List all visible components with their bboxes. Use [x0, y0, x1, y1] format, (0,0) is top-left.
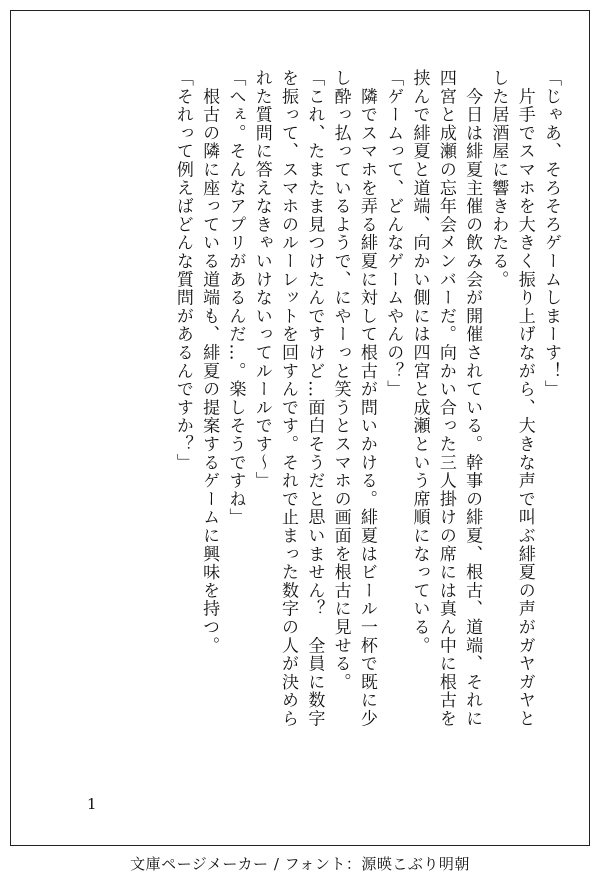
text-line: 根古の隣に座っている道端も、緋夏の提案するゲームに興味を持つ。: [199, 69, 220, 655]
text-line: れた質問に答えなきゃいけないってルールです～」: [251, 69, 272, 490]
text-line: 「ゲームって、どんなゲームやんの？」: [383, 69, 404, 399]
text-line: 「へぇ。そんなアプリがあるんだ…。楽しそうですね」: [225, 69, 246, 527]
footer-credit: 文庫ページメーカー / フォント：源暎こぶり明朝: [130, 855, 470, 873]
text-line: した居酒屋に響きわたる。: [488, 69, 509, 289]
text-line: 「じゃあ、そろそろゲームしまーす！」: [541, 69, 561, 399]
vertical-text-body: [49, 69, 564, 784]
text-line: 今日は緋夏主催の飲み会が開催されている。幹事の緋夏、根古、道端、それに: [462, 69, 483, 728]
text-line: 「それって例えばどんな質問があるんですか？」: [172, 69, 193, 472]
text-line: 挟んで緋夏と道端、向かい側には四宮と成瀬という席順になっている。: [409, 69, 430, 655]
text-line: を振って、スマホのルーレットを回すんです。それで止まった数字の人が決めら: [278, 69, 299, 728]
text-line: 「これ、たまたま見つけたんですけど…面白そうだと思いません？ 全員に数字: [304, 69, 325, 728]
text-line: し酔っ払っているようで、にやーっと笑うとスマホの画面を根古に見せる。: [330, 69, 351, 692]
page-number: 1: [87, 795, 97, 813]
text-line: 四宮と成瀬の忘年会メンバーだ。向かい合った三人掛けの席には真ん中に根古を: [435, 69, 456, 728]
page-frame: [10, 10, 590, 846]
text-line: 片手でスマホを大きく振り上げながら、大きな声で叫ぶ緋夏の声がガヤガヤと: [514, 69, 535, 728]
text-line: 隣でスマホを弄る緋夏に対して根古が問いかける。緋夏はビール一杯で既に少: [356, 69, 377, 728]
